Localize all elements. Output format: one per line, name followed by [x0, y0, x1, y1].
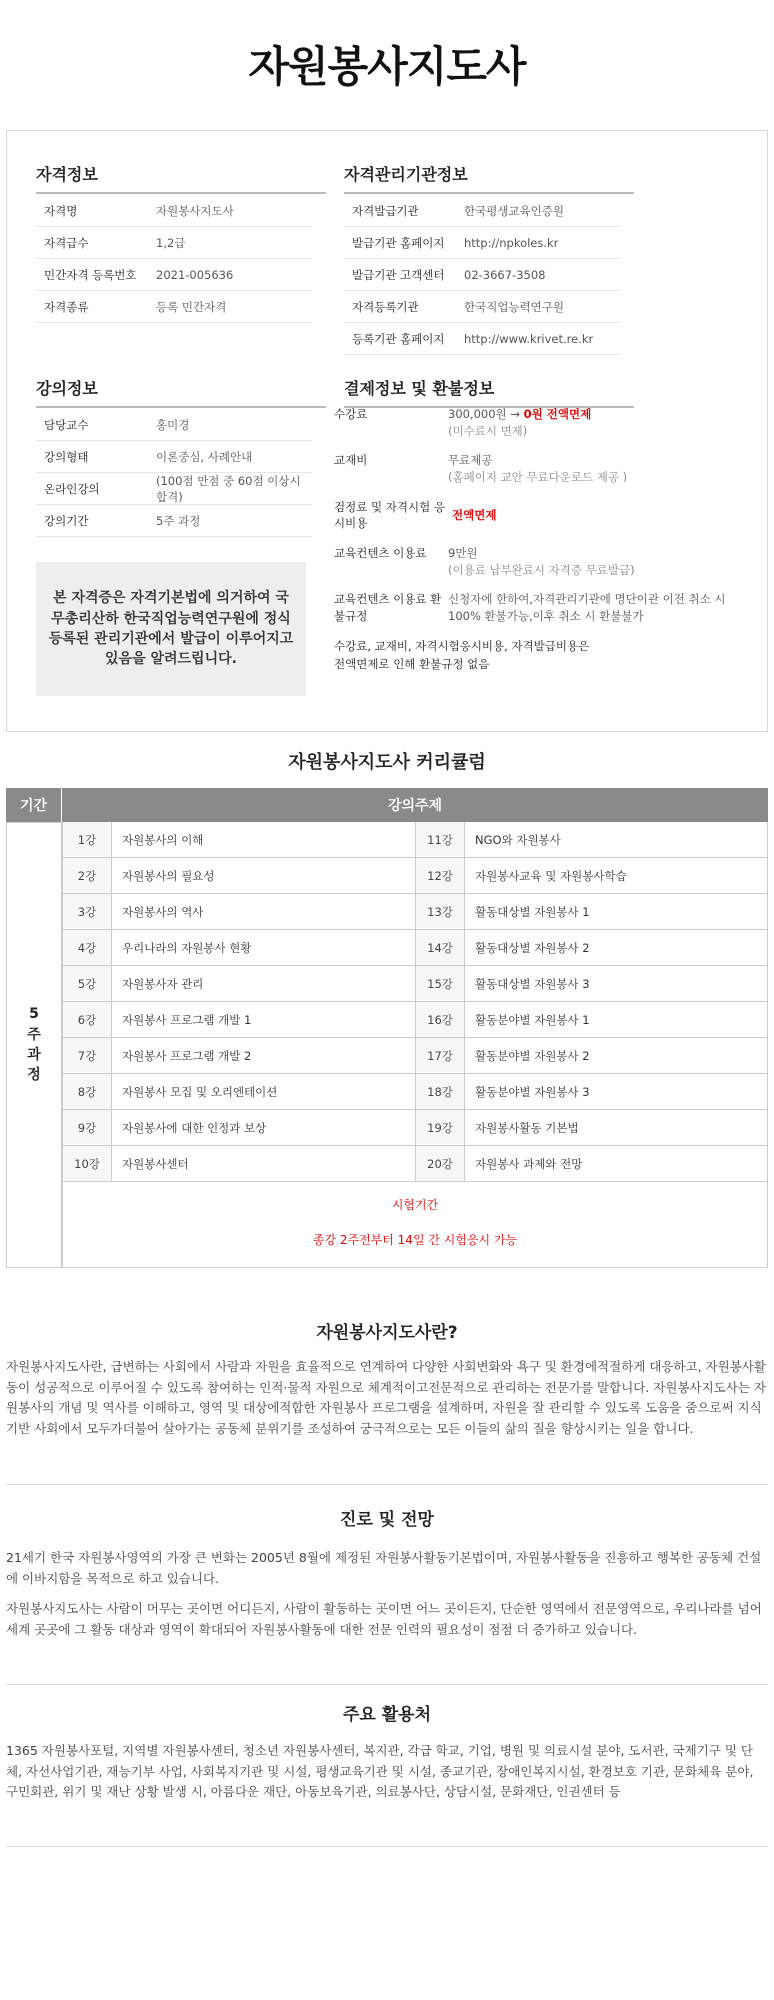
lesson-title: 활동분야별 자원봉사 2: [465, 1038, 768, 1073]
agency-title: 자격관리기관정보: [344, 162, 634, 194]
exam-fee-row: [334, 499, 734, 532]
info-row: [36, 409, 312, 441]
period-cell: [6, 822, 62, 1268]
lesson-title: 자원봉사에 대한 인정과 보상: [122, 1120, 267, 1135]
usage-text: 1365 자원봉사포털, 지역별 자원봉사센터, 청소년 자원봉사센터, 복지관, 각급 학교, 기업, 병원 및 의료시설 분야, 도서관, 국제기구 및 단체, 자선사업기관, 재능기부 사업, 사회복지기관 및 시설, 평생교육기관 및 시설, 종교기관, 장애인복지시설, 환경보호 기관, 문화체육 분야, 구민회관, 위기 및 재난 상황 발생 시, 아름다운 재단, 아동보육기관, 의료봉사단, 상담시설, 문화재단, 인권센터 등: [6, 1743, 754, 1800]
lesson-number: 12강: [415, 858, 465, 893]
info-value: 자원봉사지도사: [156, 203, 234, 218]
material-val: 무료제공: [448, 453, 493, 468]
lesson-number: 17강: [415, 1038, 465, 1073]
career-text-1: 21세기 한국 자원봉사영역의 가장 큰 변화는 2005년 8월에 제정된 자원봉사활동기본법이며, 자원봉사활동을 진흥하고 행복한 공동체 건설에 이바지함을 목적으로 하고 있습니다.: [6, 1550, 762, 1586]
content-fee-sub: (이용료 납부완료시 자격증 무료발급): [448, 562, 635, 577]
refund-val: 신청자에 한하여,자격관리기관에 명단이관 이전 취소 시 100% 환불가능,이후 취소 시 환불불가: [448, 592, 726, 624]
info-value: 1,2급: [156, 235, 186, 250]
exam-period: [62, 1182, 768, 1268]
exam-fee-key: 검정료 및 자격시험 응시비용: [334, 499, 445, 531]
lesson-title: 자원봉사자 관리: [122, 976, 204, 991]
lesson-title: 자원봉사활동 기본법: [465, 1110, 768, 1145]
info-key: 강의형태: [44, 449, 89, 464]
tuition-sub: (미수료시 면제): [448, 423, 528, 438]
lesson-row: [62, 1002, 768, 1038]
divider: [6, 1684, 768, 1685]
lesson-number: 1강: [62, 822, 112, 857]
lesson-number: 11강: [415, 822, 465, 857]
content-fee-key: 교육컨텐츠 이용료: [334, 546, 427, 561]
lesson-number: 7강: [62, 1038, 112, 1073]
info-value: 이론중심, 사례안내: [156, 449, 253, 464]
info-key: 자격발급기관: [352, 203, 419, 218]
lesson-number: 14강: [415, 930, 465, 965]
info-row: [344, 323, 620, 355]
career-section: [6, 1505, 768, 1641]
lesson-row: [62, 1110, 768, 1146]
career-title: 진로 및 전망: [340, 1510, 434, 1530]
qualification-table: [36, 195, 312, 323]
head-subject: 강의주제: [62, 788, 768, 822]
exam-fee-val: 전액면제: [452, 508, 497, 523]
lesson-row: [62, 930, 768, 966]
exam-title: 시험기간: [391, 1198, 439, 1212]
lesson-title: 자원봉사센터: [122, 1156, 189, 1171]
lesson-title: 우리나라의 자원봉사 현황: [122, 940, 252, 955]
info-value: http://www.krivet.re.kr: [464, 331, 594, 346]
lesson-number: 16강: [415, 1002, 465, 1037]
about-title: 자원봉사지도사란?: [316, 1323, 458, 1343]
head-period: 기간: [6, 788, 62, 822]
lesson-title: 활동분야별 자원봉사 3: [465, 1074, 768, 1109]
lesson-row: [62, 966, 768, 1002]
tuition-price: 300,000원: [448, 407, 507, 421]
lesson-title: 자원봉사의 역사: [122, 904, 204, 919]
lesson-number: 5강: [62, 966, 112, 1001]
info-key: 자격급수: [44, 235, 89, 250]
lesson-number: 8강: [62, 1074, 112, 1109]
lesson-title: 자원봉사 프로그램 개발 2: [122, 1048, 252, 1063]
material-key: 교재비: [334, 453, 368, 468]
lecture-table: [36, 409, 312, 537]
info-row: [344, 227, 620, 259]
lesson-row: [62, 1074, 768, 1110]
content-fee-val: 9만원: [448, 546, 478, 561]
info-key: 등록기관 홈페이지: [352, 331, 445, 346]
lesson-row: [62, 822, 768, 858]
lesson-number: 9강: [62, 1110, 112, 1145]
refund-key: 교육컨텐츠 이용료 환불규정: [334, 592, 442, 624]
lesson-title: NGO와 자원봉사: [465, 822, 768, 857]
content-fee-value: [448, 545, 734, 578]
career-text-2: 자원봉사지도사는 사람이 머무는 곳이면 어디든지, 사람이 활동하는 곳이면 어느 곳이든지, 단순한 영역에서 전문영역으로, 우리나라를 넘어 세계 곳곳에 그 활동 대상과 영역이 확대되어 자원봉사활동에 대한 전문 인력의 필요성이 점점 더 증가하고 있습니다.: [6, 1601, 762, 1637]
divider: [6, 1846, 768, 1847]
qualification-title: 자격정보: [36, 162, 326, 194]
info-key: 발급기관 홈페이지: [352, 235, 445, 250]
refund-row: [334, 591, 734, 624]
exam-desc: 종강 2주전부터 14일 간 시험응시 가능: [312, 1233, 518, 1247]
tuition-row: [334, 406, 734, 439]
lesson-title: 활동대상별 자원봉사 1: [465, 894, 768, 929]
material-sub: (홈페이지 교안 무료다운로드 제공 ): [448, 470, 628, 485]
info-value: 02-3667-3508: [464, 267, 546, 282]
info-key: 자격종류: [44, 299, 89, 314]
info-row: [36, 441, 312, 473]
tuition-free: 0원 전액면제: [523, 407, 592, 421]
lesson-row: [62, 1146, 768, 1182]
usage-section: [6, 1700, 768, 1803]
info-value: 2021-005636: [156, 267, 234, 282]
lesson-number: 18강: [415, 1074, 465, 1109]
tuition-key: 수강료: [334, 407, 368, 421]
arrow-icon: →: [510, 407, 520, 421]
info-key: 자격명: [44, 203, 78, 218]
info-value: 한국평생교육인증원: [464, 203, 564, 218]
info-row: [344, 195, 620, 227]
lesson-title: 자원봉사 모집 및 오리엔테이션: [122, 1084, 278, 1099]
curriculum-title: 자원봉사지도사 커리큘럼: [288, 752, 486, 773]
info-row: [344, 259, 620, 291]
about-section: [6, 1318, 768, 1440]
payment-title: 결제정보 및 환불정보: [344, 376, 634, 408]
info-value: 한국직업능력연구원: [464, 299, 564, 314]
info-row: [36, 259, 312, 291]
lesson-number: 6강: [62, 1002, 112, 1037]
material-value: [448, 452, 734, 485]
payment-info: [334, 406, 734, 673]
about-text: 자원봉사지도사란, 급변하는 사회에서 사람과 자원을 효율적으로 연계하여 다양한 사회변화와 욕구 및 환경에적절하게 대응하고, 자원봉사활동이 성공적으로 이루어질 수 있도록 참여하는 인적·물적 자원으로 체계적이고전문적으로 관리하는 전문가를 말합니다. 자원봉사지도사는 자원봉사의 개념 및 역사를 이해하고, 영역 및 대상에적합한 자원봉사 프로그램을 설계하며, 자원을 잘 관리할 수 있도록 도움을 줌으로써 지식기반 사회에서 모두가더불어 살아가는 공동체 분위기를 조성하여 궁극적으로는 모든 이들의 삶의 질을 향상시키는 일을 합니다.: [6, 1359, 766, 1436]
info-row: [36, 227, 312, 259]
lesson-number: 19강: [415, 1110, 465, 1145]
tuition-value: [448, 406, 734, 439]
info-key: 민간자격 등록번호: [44, 267, 137, 282]
lesson-row: [62, 858, 768, 894]
info-key: 자격등록기관: [352, 299, 419, 314]
lesson-number: 10강: [62, 1146, 112, 1181]
info-row: [36, 195, 312, 227]
lesson-title: 자원봉사교육 및 자원봉사학습: [465, 858, 768, 893]
period-label: 5주 과정: [27, 1006, 41, 1084]
lesson-number: 15강: [415, 966, 465, 1001]
info-row: [36, 473, 312, 505]
info-value: (100점 만점 중 60점 이상시 합격): [156, 473, 301, 504]
lesson-title: 자원봉사 프로그램 개발 1: [122, 1012, 252, 1027]
info-value: http://npkoles.kr: [464, 235, 559, 250]
lesson-title: 자원봉사 과제와 전망: [465, 1146, 768, 1181]
info-key: 발급기관 고객센터: [352, 267, 445, 282]
material-row: [334, 452, 734, 485]
page-title: 자원봉사지도사: [248, 42, 526, 91]
info-value: 등록 민간자격: [156, 299, 227, 314]
info-row: [36, 291, 312, 323]
lesson-number: 2강: [62, 858, 112, 893]
lesson-title: 자원봉사의 필요성: [122, 868, 215, 883]
info-key: 담당교수: [44, 417, 89, 432]
info-row: [344, 291, 620, 323]
lesson-title: 활동대상별 자원봉사 2: [465, 930, 768, 965]
lesson-title: 자원봉사의 이해: [122, 832, 204, 847]
legal-notice: 본 자격증은 자격기본법에 의거하여 국무총리산하 한국직업능력연구원에 정식 등록된 관리기관에서 발급이 이루어지고 있음을 알려드립니다.: [36, 562, 306, 696]
info-row: [36, 505, 312, 537]
lesson-list: [62, 822, 768, 1182]
info-value: 홍미경: [156, 417, 190, 432]
lesson-title: 활동대상별 자원봉사 3: [465, 966, 768, 1001]
lecture-title: 강의정보: [36, 376, 326, 408]
lesson-number: 20강: [415, 1146, 465, 1181]
lesson-number: 13강: [415, 894, 465, 929]
content-fee-row: [334, 545, 734, 578]
usage-title: 주요 활용처: [342, 1705, 432, 1725]
payment-note: 수강료, 교재비, 자격시험응시비용, 자격발급비용은 전액면제로 인해 환불규정 없음: [334, 638, 590, 671]
agency-table: [344, 195, 620, 355]
lesson-row: [62, 1038, 768, 1074]
info-value: 5주 과정: [156, 513, 201, 528]
lesson-number: 3강: [62, 894, 112, 929]
info-key: 강의기간: [44, 513, 89, 528]
lesson-number: 4강: [62, 930, 112, 965]
curriculum-table: [6, 788, 768, 1268]
divider: [6, 1484, 768, 1485]
info-key: 온라인강의: [44, 481, 100, 496]
lesson-row: [62, 894, 768, 930]
lesson-title: 활동분야별 자원봉사 1: [465, 1002, 768, 1037]
